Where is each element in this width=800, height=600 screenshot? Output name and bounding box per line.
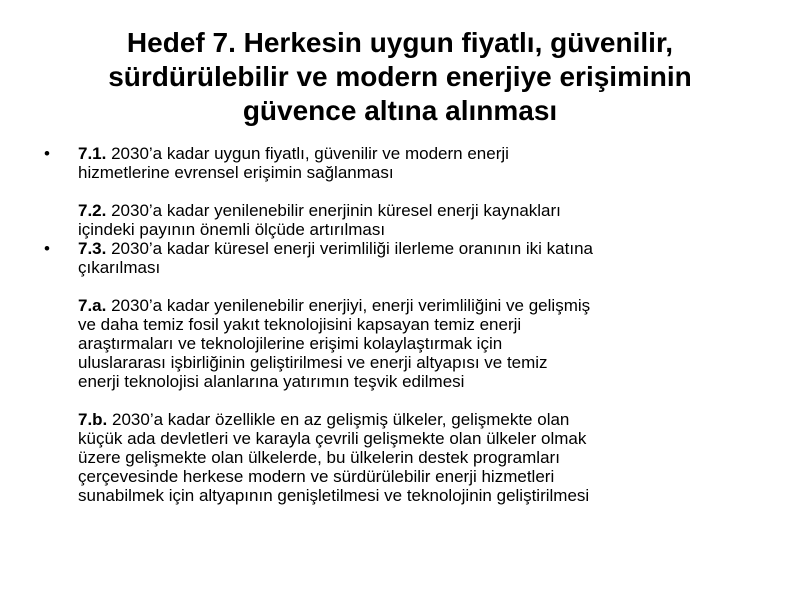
slide-title	[60, 26, 740, 128]
bullet-item-1	[40, 144, 760, 239]
target-7-2-code: 7.2.	[78, 201, 107, 220]
title-line-1: Hedef 7. Herkesin uygun fiyatlı, güvenilir,	[126, 27, 674, 58]
target-7-a-text: 2030’a kadar yenilenebilir enerjiyi, enerji verimliliğini ve gelişmiş ve daha temiz fosil yakıt teknolojisini kapsayan temiz enerji araştırmaları ve teknolojilerine erişimi kolaylaştırmak için uluslararası işbirliğinin geliştirilmesi ve enerji altyapısı ve temiz enerji teknolojisi alanlarına yatırımın teşvik edilmesi	[78, 296, 591, 391]
target-7-2-text: 2030’a kadar yenilenebilir enerjinin küresel enerji kaynakları içindeki payının önemli ölçüde artırılması	[78, 201, 561, 239]
target-list	[40, 144, 760, 505]
target-7-3-text: 2030’a kadar küresel enerji verimliliği ilerleme oranının iki katına çıkarılması	[78, 239, 593, 277]
title-line-2: sürdürülebilir ve modern enerjiye erişiminin	[108, 61, 692, 92]
bullet-icon: •	[44, 239, 50, 258]
title-line-3: güvence altına alınması	[242, 95, 558, 126]
target-7-1	[78, 144, 760, 182]
target-7-b-code: 7.b.	[78, 410, 108, 429]
bullet-icon: •	[44, 144, 50, 163]
target-7-1-code: 7.1.	[78, 144, 107, 163]
target-7-3	[78, 239, 760, 277]
target-7-a-code: 7.a.	[78, 296, 107, 315]
target-7-1-text: 2030’a kadar uygun fiyatlı, güvenilir ve modern enerji hizmetlerine evrensel erişimin sağlanması	[78, 144, 509, 182]
bullet-item-2	[40, 239, 760, 505]
target-7-b-text: 2030’a kadar özellikle en az gelişmiş ülkeler, gelişmekte olan küçük ada devletleri ve karayla çevrili gelişmekte olan ülkeler olmak üzere gelişmekte olan ülkelerde, bu ülkelerin destek programları çerçevesinde herkese modern ve sürdürülebilir enerji hizmetleri sunabilmek için altyapının genişletilmesi ve teknolojinin geliştirilmesi	[78, 410, 590, 505]
target-7-a	[78, 296, 760, 391]
target-7-b	[78, 410, 760, 505]
target-7-3-code: 7.3.	[78, 239, 107, 258]
target-7-2	[78, 201, 760, 239]
